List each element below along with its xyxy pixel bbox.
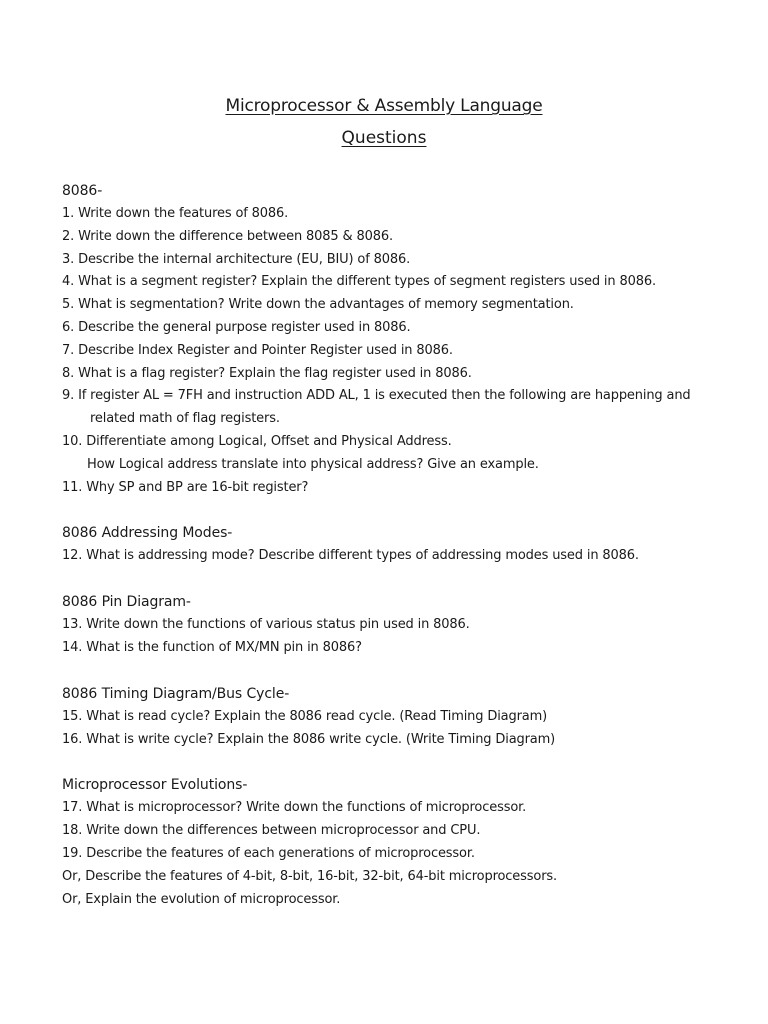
question-line: 1. Write down the features of 8086. bbox=[62, 206, 289, 221]
question-line: 12. What is addressing mode? Describe different types of addressing modes used in 8086. bbox=[62, 548, 639, 564]
question-line: 17. What is microprocessor? Write down the functions of microprocessor. bbox=[62, 800, 527, 816]
question-line: 2. Write down the difference between 8085 & 8086. bbox=[62, 228, 393, 244]
question-line: 13. Write down the functions of various status pin used in 8086. bbox=[62, 617, 470, 633]
question-line: 11. Why SP and BP are 16-bit register? bbox=[62, 479, 309, 495]
section-8086 bbox=[62, 180, 752, 499]
question-line: 19. Describe the features of each generations of microprocessor. bbox=[62, 845, 475, 861]
question-line: Or, Explain the evolution of microprocessor. bbox=[62, 891, 341, 907]
question-continuation-line: related math of flag registers. bbox=[90, 411, 280, 427]
question-line: 9. If register AL = 7FH and instruction ADD AL, 1 is executed then the following are happening and bbox=[62, 388, 691, 404]
section-heading: 8086 Pin Diagram- bbox=[62, 594, 191, 611]
question-list bbox=[62, 180, 752, 911]
section-heading: Microprocessor Evolutions- bbox=[62, 777, 248, 794]
question-line: 8. What is a flag register? Explain the flag register used in 8086. bbox=[62, 365, 472, 381]
question-line: 18. Write down the differences between microprocessor and CPU. bbox=[62, 823, 481, 839]
question-line: Or, Describe the features of 4-bit, 8-bit, 16-bit, 32-bit, 64-bit microprocessors. bbox=[62, 868, 557, 884]
section-heading: 8086 Addressing Modes- bbox=[62, 525, 233, 542]
question-line: 6. Describe the general purpose register used in 8086. bbox=[62, 319, 411, 335]
question-line: 10. Differentiate among Logical, Offset and Physical Address. bbox=[62, 433, 452, 449]
question-line: 7. Describe Index Register and Pointer Register used in 8086. bbox=[62, 342, 453, 358]
page-subtitle: Questions bbox=[341, 128, 427, 148]
section-addressing-modes bbox=[62, 522, 752, 568]
section-evolutions bbox=[62, 774, 752, 911]
question-line: 14. What is the function of MX/MN pin in 8086? bbox=[62, 639, 362, 655]
section-heading: 8086- bbox=[62, 183, 103, 199]
question-line: 3. Describe the internal architecture (EU, BIU) of 8086. bbox=[62, 251, 411, 267]
question-continuation-line: How Logical address translate into physical address? Give an example. bbox=[87, 456, 539, 472]
question-line: 4. What is a segment register? Explain the different types of segment registers used in 8086. bbox=[62, 274, 656, 290]
question-line: 15. What is read cycle? Explain the 8086 read cycle. (Read Timing Diagram) bbox=[62, 708, 548, 724]
section-pin-diagram bbox=[62, 591, 752, 660]
question-line: 16. What is write cycle? Explain the 8086 write cycle. (Write Timing Diagram) bbox=[62, 731, 556, 747]
section-heading: 8086 Timing Diagram/Bus Cycle- bbox=[62, 685, 290, 702]
question-line: 5. What is segmentation? Write down the advantages of memory segmentation. bbox=[62, 297, 574, 313]
section-timing-diagram bbox=[62, 683, 752, 752]
page-title: Microprocessor & Assembly Language bbox=[225, 96, 543, 116]
